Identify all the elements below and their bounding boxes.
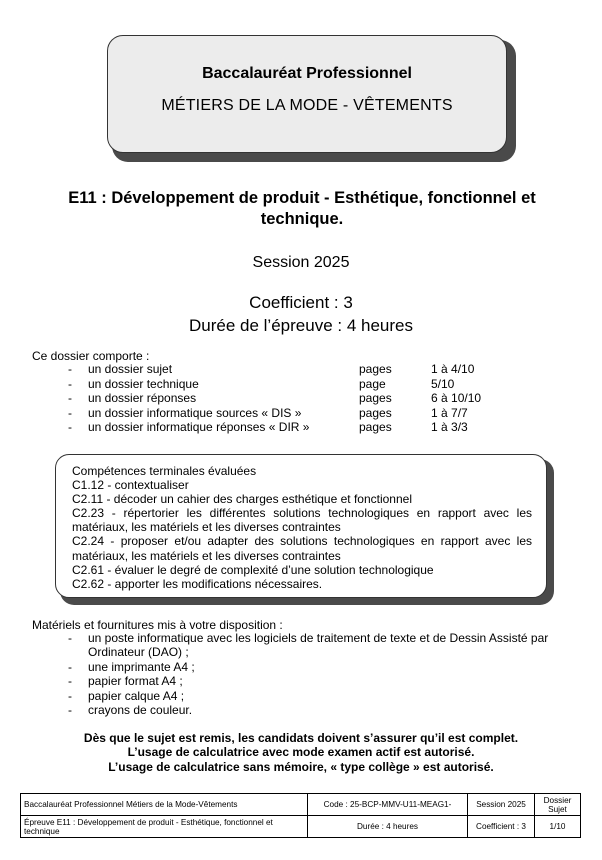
dossier-item-label: un dossier informatique réponses « DIR »	[88, 420, 310, 434]
materials-item-label: papier calque A4 ;	[88, 688, 185, 703]
dossier-item-label: un dossier réponses	[88, 391, 197, 405]
list-dash: -	[68, 362, 72, 376]
exam-title: E11 : Développement de produit - Esthétique, fonctionnel et technique.	[68, 189, 536, 228]
competences-box	[55, 454, 547, 598]
dossier-item-page-word: pages	[359, 420, 392, 434]
list-dash: -	[68, 631, 72, 645]
dossier-list	[68, 362, 508, 435]
dossier-item	[68, 406, 508, 421]
footer-diploma: Baccalauréat Professionnel Métiers de la Mode-Vêtements	[21, 794, 308, 816]
materials-item-label: une imprimante A4 ;	[88, 659, 195, 674]
materials-item-label: papier format A4 ;	[88, 674, 183, 689]
materials-item	[68, 631, 568, 660]
competence-item: C2.24 - proposer et/ou adapter des solutions technologiques en rapport avec les matériaux, les matériels et les diverses contraintes	[72, 534, 532, 563]
coefficient-label: Coefficient : 3	[249, 293, 353, 312]
materials-item	[68, 703, 568, 717]
dossier-item-label: un dossier sujet	[88, 362, 173, 376]
duration-label: Durée de l’épreuve : 4 heures	[189, 316, 413, 335]
list-dash: -	[68, 703, 72, 718]
session-label: Session 2025	[252, 254, 350, 271]
competence-item: C2.11 - décoder un cahier des charges esthétique et fonctionnel	[72, 492, 412, 507]
footer-page: 1/10	[535, 816, 581, 838]
materials-item	[68, 674, 568, 688]
dossier-item-page-word: pages	[359, 405, 392, 420]
competences-title: Compétences terminales évaluées	[72, 464, 257, 478]
dossier-item	[68, 420, 508, 435]
dossier-item-page-word: pages	[359, 362, 392, 376]
materials-item-label: crayons de couleur.	[88, 703, 193, 718]
list-dash: -	[68, 674, 72, 689]
diploma-title: Baccalauréat Professionnel	[202, 65, 412, 82]
dossier-item-page-word: page	[359, 376, 386, 391]
notice-line: L’usage de calculatrice sans mémoire, « type collège » est autorisé.	[108, 759, 494, 774]
dossier-item	[68, 362, 508, 377]
dossier-item-page-word: pages	[359, 391, 392, 405]
footer-dossier: Dossier Sujet	[535, 794, 581, 816]
notice-line: L’usage de calculatrice avec mode examen actif est autorisé.	[127, 745, 475, 760]
dossier-item-range: 6 à 10/10	[431, 391, 482, 405]
list-dash: -	[68, 405, 72, 420]
dossier-item-range: 1 à 7/7	[431, 405, 468, 420]
list-dash: -	[68, 420, 72, 434]
footer-epreuve: Épreuve E11 : Développement de produit - Esthétique, fonctionnel et technique	[21, 816, 308, 838]
materials-intro: Matériels et fournitures mis à votre disposition :	[32, 618, 283, 632]
dossier-item-label: un dossier informatique sources « DIS »	[88, 405, 302, 420]
dossier-item-range: 5/10	[431, 376, 455, 391]
header-box	[107, 35, 507, 153]
list-dash: -	[68, 659, 72, 674]
footer-session: Session 2025	[468, 794, 535, 816]
dossier-item	[68, 391, 508, 406]
competence-item: C2.61 - évaluer le degré de complexité d’une solution technologique	[72, 562, 434, 577]
notice-line: Dès que le sujet est remis, les candidats doivent s’assurer qu’il est complet.	[83, 731, 519, 745]
footer-coefficient: Coefficient : 3	[468, 816, 535, 838]
footer-duree: Durée : 4 heures	[308, 816, 468, 838]
materials-item-label: un poste informatique avec les logiciels de traitement de texte et de Dessin Assisté par Ordinateur (DAO) ;	[88, 631, 549, 660]
dossier-item	[68, 377, 508, 392]
competence-item: C1.12 - contextualiser	[72, 478, 189, 493]
competence-item: C2.23 - répertorier les différentes solutions technologiques en rapport avec les matériaux, les matériels et les diverses contraintes	[72, 506, 532, 535]
specialty-title: MÉTIERS DE LA MODE - VÊTEMENTS	[161, 97, 453, 114]
footer-code: Code : 25-BCP-MMV-U11-MEAG1-	[308, 794, 468, 816]
list-dash: -	[68, 688, 72, 703]
footer-table	[20, 793, 581, 838]
dossier-intro: Ce dossier comporte :	[32, 349, 150, 363]
materials-item	[68, 689, 568, 703]
materials-item	[68, 660, 568, 674]
list-dash: -	[68, 391, 72, 405]
dossier-item-range: 1 à 3/3	[431, 420, 468, 434]
competence-item: C2.62 - apporter les modifications nécessaires.	[72, 576, 323, 591]
dossier-item-label: un dossier technique	[88, 376, 199, 391]
dossier-item-range: 1 à 4/10	[431, 362, 475, 376]
materials-list	[68, 631, 568, 717]
list-dash: -	[68, 376, 72, 391]
notice	[40, 731, 562, 774]
